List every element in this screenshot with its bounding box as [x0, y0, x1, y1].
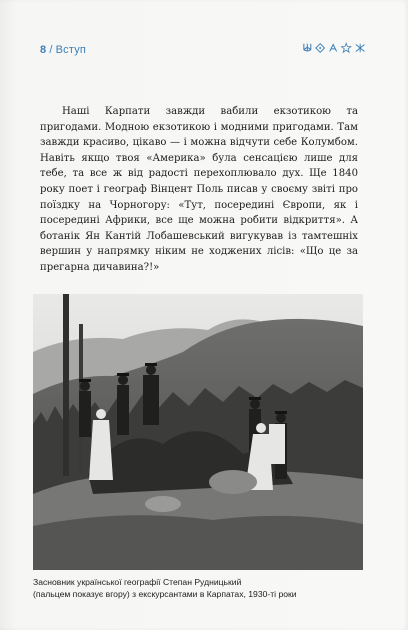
- caption-line-2: (пальцем показує вгору) з екскурсантами в Карпатах, 1930-ті роки: [33, 588, 297, 599]
- header-separator: /: [49, 44, 53, 56]
- section-title: Вступ: [55, 44, 87, 56]
- embroidery-icon: [315, 42, 325, 54]
- photo-caption: [33, 577, 373, 600]
- star-icon: [341, 42, 351, 54]
- tryzub-icon: [303, 42, 312, 54]
- running-head: [40, 44, 86, 56]
- caption-line-1: Засновник української географії Степан Рудницький: [33, 577, 242, 587]
- page-number: 8: [40, 44, 47, 56]
- body-paragraph: Наші Карпати завжди вабили екзотикою та пригодами. Модною екзотикою і модними пригодами. Там завжди красиво, цікаво — і можна відчути себе Колумбом. Навіть якщо твоя «Америка» була сенсацією лише для тебе, та все ж від радості перехоплювало дух. Ще 1840 року поет і географ Вінцент Поль писав у своєму звіті про поїздку на Чорногору: «Тут, посередині Європи, як і посередині Африки, все ще можна робити відкриття». А ботанік Ян Кантій Лобашевський вигукував із тамтешніх вершин у напрямку ніким не ходжених лісів: «Що це за прегарна дичавина?!»: [40, 106, 358, 273]
- embroidery-icon: [328, 42, 338, 54]
- embroidery-icon: [355, 42, 365, 54]
- header-ornament: [303, 42, 365, 54]
- historical-photo: [33, 294, 363, 570]
